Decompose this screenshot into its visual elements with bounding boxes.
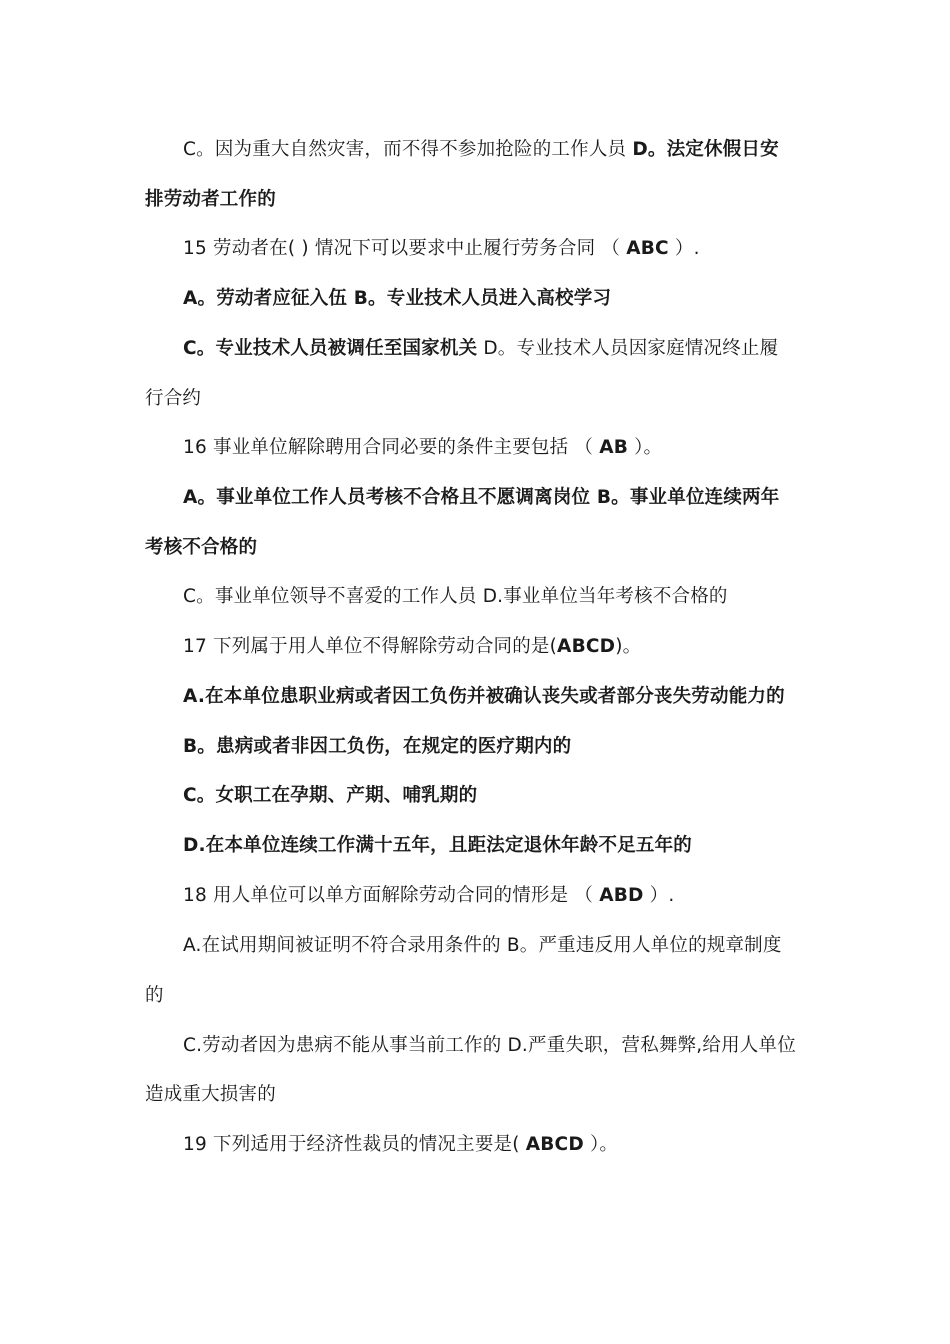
text-span: )。 — [615, 636, 642, 657]
q17-option-d — [183, 830, 823, 862]
bold-text-span: B。患病或者非因工负伤，在规定的医疗期内的 — [183, 736, 572, 757]
bold-text-span: A。事业单位工作人员考核不合格且不愿调离岗位 B。事业单位连续两年 — [183, 487, 780, 508]
q16-option-c-d — [183, 581, 823, 613]
question-18 — [183, 880, 823, 912]
text-span: ）. — [668, 238, 700, 259]
bold-text-span: 排劳动者工作的 — [145, 189, 276, 210]
bold-text-span: C。女职工在孕期、产期、哺乳期的 — [183, 785, 478, 806]
text-span: C。因为重大自然灾害，而不得不参加抢险的工作人员 — [183, 139, 633, 160]
text-span: ）. — [643, 885, 675, 906]
text-span: ）。 — [628, 437, 663, 458]
text-span: ）。 — [583, 1134, 619, 1155]
question-17 — [183, 631, 823, 663]
q17-option-a — [183, 681, 823, 713]
q16-option-a-b — [183, 482, 823, 514]
question-15 — [183, 233, 823, 265]
bold-text-span: D。法定休假日安 — [632, 139, 779, 160]
answer-span: ABD — [599, 885, 644, 906]
answer-span: ABCD — [525, 1134, 584, 1155]
q18-option-b-cont — [145, 980, 825, 1012]
question-16 — [183, 432, 823, 464]
q17-option-b — [183, 731, 823, 763]
q18-option-d-cont — [145, 1079, 825, 1111]
q15-option-c-d — [183, 333, 823, 365]
q18-option-c-d — [183, 1030, 823, 1062]
text-span: A.在试用期间被证明不符合录用条件的 B。严重违反用人单位的规章制度 — [183, 935, 782, 956]
text-span: 16 事业单位解除聘用合同必要的条件主要包括 （ — [183, 437, 600, 458]
bold-text-span: A.在本单位患职业病或者因工负伤并被确认丧失或者部分丧失劳动能力的 — [183, 686, 785, 707]
bold-text-span: D.在本单位连续工作满十五年，且距法定退休年龄不足五年的 — [183, 835, 692, 856]
text-span: D。专业技术人员因家庭情况终止履 — [477, 338, 779, 359]
text-span: 造成重大损害的 — [145, 1084, 276, 1105]
answer-span: ABC — [626, 238, 669, 259]
q14-option-d-cont — [145, 184, 825, 216]
question-19 — [183, 1129, 823, 1161]
q15-option-a-b — [183, 283, 823, 315]
text-span: 的 — [145, 985, 164, 1006]
q18-option-a-b — [183, 930, 823, 962]
q16-option-b-cont — [145, 532, 825, 564]
text-span: C。事业单位领导不喜爱的工作人员 D.事业单位当年考核不合格的 — [183, 586, 728, 607]
answer-span: AB — [599, 437, 629, 458]
q15-option-d-cont — [145, 383, 825, 415]
q14-option-c-d — [183, 134, 823, 166]
text-span: 18 用人单位可以单方面解除劳动合同的情形是 （ — [183, 885, 600, 906]
text-span: 15 劳动者在( ) 情况下可以要求中止履行劳务合同 （ — [183, 238, 627, 259]
bold-text-span: C。专业技术人员被调任至国家机关 — [183, 338, 478, 359]
q17-option-c — [183, 780, 823, 812]
bold-text-span: A。劳动者应征入伍 B。专业技术人员进入高校学习 — [183, 288, 612, 309]
text-span: 19 下列适用于经济性裁员的情况主要是( — [183, 1134, 526, 1155]
text-span: 17 下列属于用人单位不得解除劳动合同的是( — [183, 636, 558, 657]
text-span: C.劳动者因为患病不能从事当前工作的 D.严重失职，营私舞弊,给用人单位 — [183, 1035, 796, 1056]
bold-text-span: 考核不合格的 — [145, 537, 258, 558]
answer-span: ABCD — [557, 636, 616, 657]
text-span: 行合约 — [145, 388, 202, 409]
